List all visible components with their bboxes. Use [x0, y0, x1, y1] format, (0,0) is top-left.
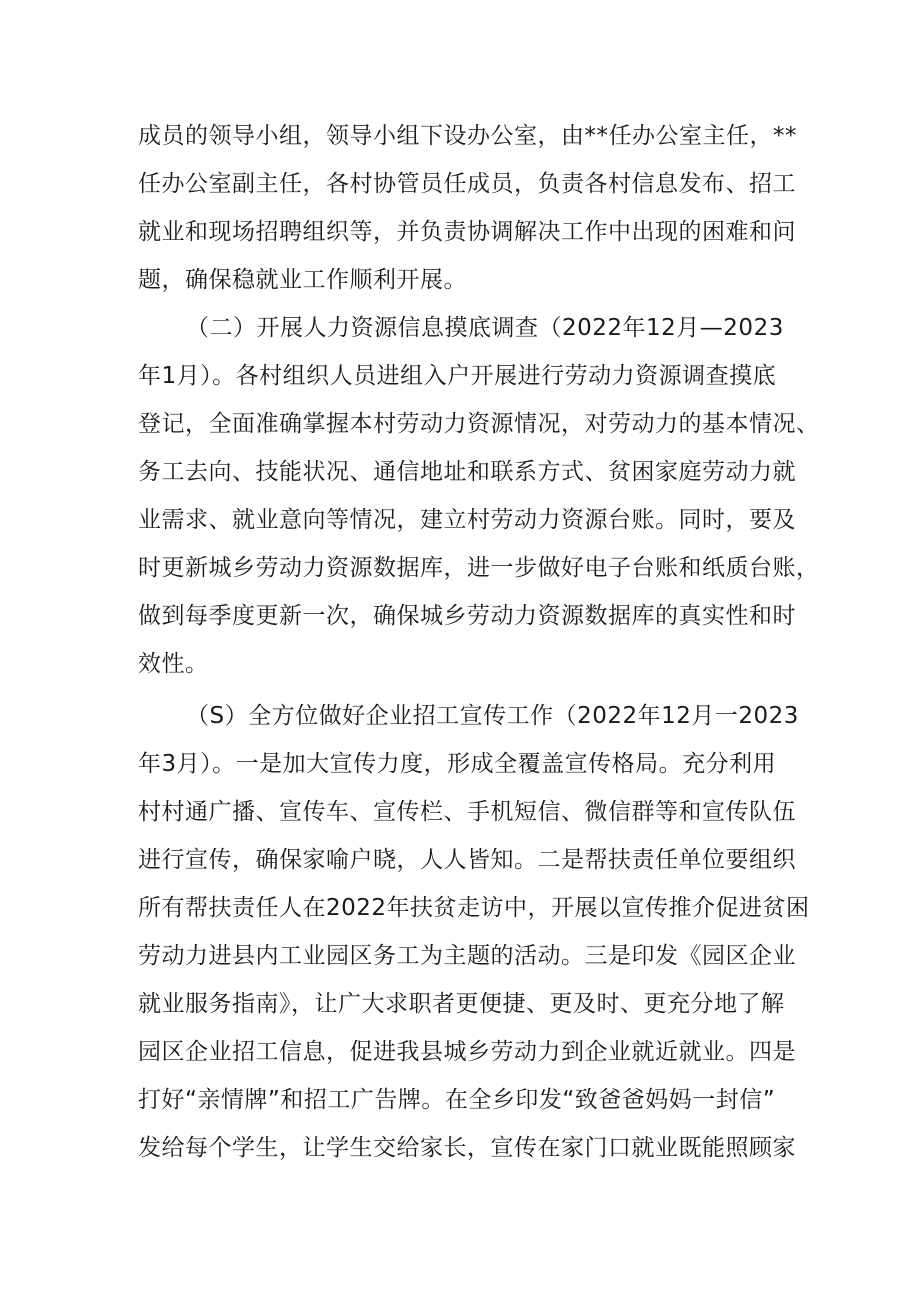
text-line: 所有帮扶责任人在2022年扶贫走访中，开展以宣传推介促进贫困 [138, 895, 810, 921]
text-line: 年1月）。各村组织人员进组入户开展进行劳动力资源调查摸底 [138, 363, 777, 389]
text-line: 题，确保稳就业工作顺利开展。 [138, 267, 467, 293]
text-line: 园区企业招工信息，促进我县城乡劳动力到企业就近就业。四是 [138, 1039, 796, 1065]
text-line: 年3月）。一是加大宣传力度，形成全覆盖宣传格局。充分利用 [138, 751, 777, 777]
text-line: 务工去向、技能状况、通信地址和联系方式、贫困家庭劳动力就 [138, 459, 796, 485]
text-line: 劳动力进县内工业园区务工为主题的活动。三是印发《园区企业 [138, 943, 796, 969]
text-line: 做到每季度更新一次，确保城乡劳动力资源数据库的真实性和时 [138, 603, 796, 629]
section-heading-2: （二）开展人力资源信息摸底调查（2022年12月—2023 [186, 315, 784, 341]
text-line: 业需求、就业意向等情况，建立村劳动力资源台账。同时，要及 [138, 507, 796, 533]
text-line: 任办公室副主任，各村协管员任成员，负责各村信息发布、招工 [138, 171, 796, 197]
text-line: 效性。 [138, 651, 209, 677]
text-line: 村村通广播、宣传车、宣传栏、手机短信、微信群等和宣传队伍 [138, 799, 796, 825]
text-line: 就业和现场招聘组织等，并负责协调解决工作中出现的困难和问 [138, 219, 796, 245]
text-line: 成员的领导小组，领导小组下设办公室，由**任办公室主任，** [138, 123, 797, 149]
text-line: 就业服务指南》，让广大求职者更便捷、更及时、更充分地了解 [138, 991, 785, 1017]
text-line: 打好“亲情牌”和招工广告牌。在全乡印发“致爸爸妈妈一封信” [138, 1087, 776, 1113]
text-line: 进行宣传，确保家喻户晓，人人皆知。二是帮扶责任单位要组织 [138, 847, 796, 873]
text-line: 时更新城乡劳动力资源数据库，进一步做好电子台账和纸质台账， [138, 555, 820, 581]
text-line: 登记，全面准确掌握本村劳动力资源情况，对劳动力的基本情况、 [138, 411, 820, 437]
section-heading-3: （S）全方位做好企业招工宣传工作（2022年12月一2023 [186, 703, 799, 729]
text-line: 发给每个学生，让学生交给家长，宣传在家门口就业既能照顾家 [138, 1135, 796, 1161]
